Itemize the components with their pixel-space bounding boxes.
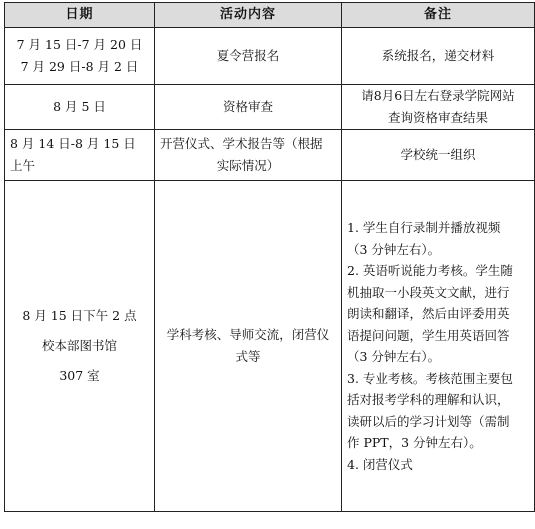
table-row <box>5 28 535 85</box>
date-line: 8 月 5 日 <box>53 99 106 114</box>
note-line: 机抽取一小段英文文献，进行 <box>347 284 510 300</box>
note-line: 朗读和翻译，然后由评委用英 <box>347 306 510 321</box>
notes-cell <box>342 181 535 512</box>
activity-cell <box>155 181 342 512</box>
date-line: 8 月 15 日下午 2 点 <box>22 308 137 323</box>
activity-cell <box>155 28 342 85</box>
date-cell <box>5 181 155 512</box>
header-row <box>5 3 535 28</box>
activity-line: 学科考核、导师交流，闭营仪 <box>166 327 330 342</box>
date-line: 307 室 <box>59 368 100 383</box>
date-cell <box>5 85 155 130</box>
notes-cell <box>342 85 535 130</box>
table-row <box>5 85 535 130</box>
note-line: （3 分钟左右）。 <box>347 349 441 364</box>
date-line: 校本部图书馆 <box>41 338 117 353</box>
note-line: 2. 英语听说能力考核。学生随 <box>347 263 513 278</box>
notes-cell <box>342 130 535 181</box>
note-line: 读研以后的学习计划等（需制 <box>347 413 510 429</box>
date-cell <box>5 28 155 85</box>
header-activity: 活动内容 <box>155 3 342 28</box>
activity-cell <box>155 130 342 181</box>
activity-line: 式等 <box>235 349 261 364</box>
note-line: （3 分钟左右）。 <box>347 241 441 257</box>
date-line: 7 月 29 日-8 月 2 日 <box>20 59 139 74</box>
note-line: 语提问问题，学生用英语回答 <box>347 327 510 343</box>
header-notes: 备注 <box>342 3 535 28</box>
note-line: 系统报名，递交材料 <box>381 48 495 63</box>
note-line: 请8月6日左右登录学院网站 <box>361 88 515 103</box>
note-line: 括对报考学科的理解和认识， <box>347 392 510 407</box>
activity-cell <box>155 85 342 130</box>
activity-line: 开营仪式、学术报告等（根据 <box>160 136 323 151</box>
schedule-table <box>4 2 535 512</box>
activity-line: 资格审查 <box>222 99 273 114</box>
notes-cell <box>342 28 535 85</box>
date-line: 7 月 15 日-7 月 20 日 <box>16 37 143 52</box>
note-line: 学校统一组织 <box>400 147 476 162</box>
activity-line: 实际情况） <box>216 158 280 173</box>
note-line: 4. 闭营仪式 <box>347 456 413 472</box>
note-line: 1. 学生自行录制并播放视频 <box>347 220 501 235</box>
header-date: 日期 <box>5 3 155 28</box>
date-line: 上午 <box>10 158 36 173</box>
table-row <box>5 181 535 512</box>
note-line: 查询资格审查结果 <box>387 110 488 125</box>
note-line: 作 PPT，3 分钟左右）。 <box>347 435 482 450</box>
date-cell <box>5 130 155 181</box>
note-line: 3. 专业考核。考核范围主要包 <box>347 370 513 386</box>
table-row <box>5 130 535 181</box>
date-line: 8 月 14 日-8 月 15 日 <box>10 136 136 151</box>
activity-line: 夏令营报名 <box>216 48 280 63</box>
